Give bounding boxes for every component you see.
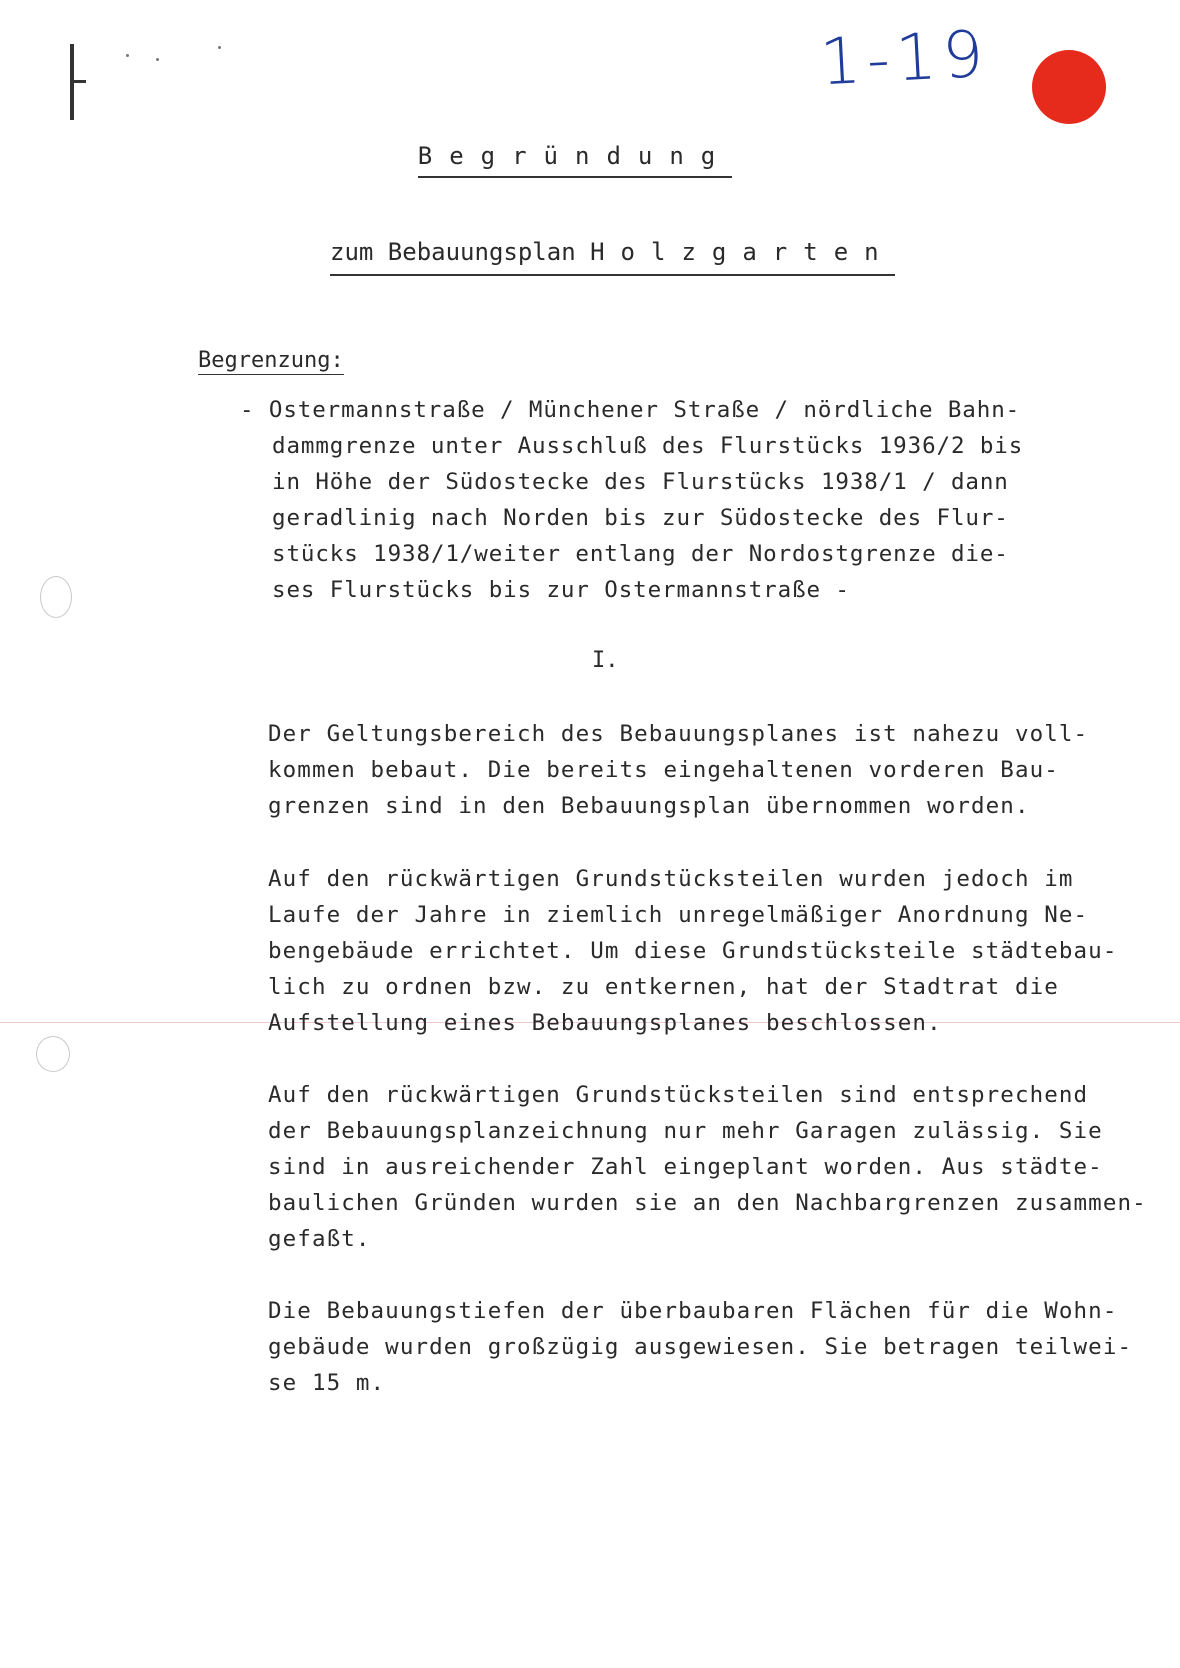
paragraph-line: lich zu ordnen bzw. zu entkernen, hat der Stadtrat die — [268, 974, 1059, 1000]
boundary-line: in Höhe der Südostecke des Flurstücks 1938/1 / dann — [272, 469, 1009, 495]
paragraph-line: bengebäude errichtet. Um diese Grundstücksteile städtebau- — [268, 938, 1118, 964]
boundary-line: geradlinig nach Norden bis zur Südostecke des Flur- — [272, 505, 1009, 531]
paragraph-line: der Bebauungsplanzeichnung nur mehr Garagen zulässig. Sie — [268, 1118, 1103, 1144]
paragraph-line: grenzen sind in den Bebauungsplan übernommen worden. — [268, 793, 1030, 819]
paragraph-line: Die Bebauungstiefen der überbaubaren Flächen für die Wohn- — [268, 1298, 1118, 1324]
red-marker-dot — [1032, 50, 1106, 124]
paragraph-line: Auf den rückwärtigen Grundstücksteilen sind entsprechend — [268, 1082, 1089, 1108]
paragraph-line: Aufstellung eines Bebauungsplanes beschlossen. — [268, 1010, 942, 1036]
handwritten-page-number: 1-19 — [818, 17, 992, 101]
paragraph-line: gebäude wurden großzügig ausgewiesen. Sie betragen teilwei- — [268, 1334, 1133, 1360]
ink-speck — [218, 46, 221, 49]
subtitle-prefix: zum Bebauungsplan — [330, 238, 591, 266]
boundary-line: ses Flurstücks bis zur Ostermannstraße - — [272, 577, 850, 603]
document-title-text: Begründung — [418, 142, 733, 178]
boundary-line: stücks 1938/1/weiter entlang der Nordostgrenze die- — [272, 541, 1009, 567]
paragraph-line: se 15 m. — [268, 1370, 386, 1396]
punch-hole — [36, 1036, 70, 1072]
punch-hole — [40, 576, 72, 618]
paragraph-line: kommen bebaut. Die bereits eingehaltenen vorderen Bau- — [268, 757, 1059, 783]
paragraph — [268, 1077, 1148, 1257]
subtitle-plan-name: Holzgarten — [590, 238, 895, 266]
paragraph-line: baulichen Gründen wurden sie an den Nachbargrenzen zusammen- — [268, 1190, 1147, 1216]
ink-speck — [156, 58, 159, 61]
paragraph — [268, 1293, 1148, 1401]
section-number: I. — [592, 648, 619, 673]
paragraph — [268, 716, 1148, 824]
paragraph-line: Der Geltungsbereich des Bebauungsplanes ist nahezu voll- — [268, 721, 1089, 747]
boundary-line: - Ostermannstraße / Münchener Straße / nördliche Bahn- — [240, 397, 1021, 423]
paragraph-line: gefaßt. — [268, 1226, 371, 1252]
margin-mark — [70, 44, 74, 120]
paragraph-line: sind in ausreichender Zahl eingeplant worden. Aus städte- — [268, 1154, 1103, 1180]
ink-speck — [126, 54, 129, 57]
document-subtitle — [330, 238, 895, 276]
paragraph-line: Laufe der Jahre in ziemlich unregelmäßiger Anordnung Ne- — [268, 902, 1089, 928]
boundary-description — [240, 392, 1060, 608]
paragraph — [268, 861, 1148, 1041]
document-title — [0, 142, 1150, 170]
boundary-line: dammgrenze unter Ausschluß des Flurstücks 1936/2 bis — [272, 433, 1024, 459]
boundary-label: Begrenzung: — [198, 348, 344, 373]
paragraph-line: Auf den rückwärtigen Grundstücksteilen wurden jedoch im — [268, 866, 1074, 892]
